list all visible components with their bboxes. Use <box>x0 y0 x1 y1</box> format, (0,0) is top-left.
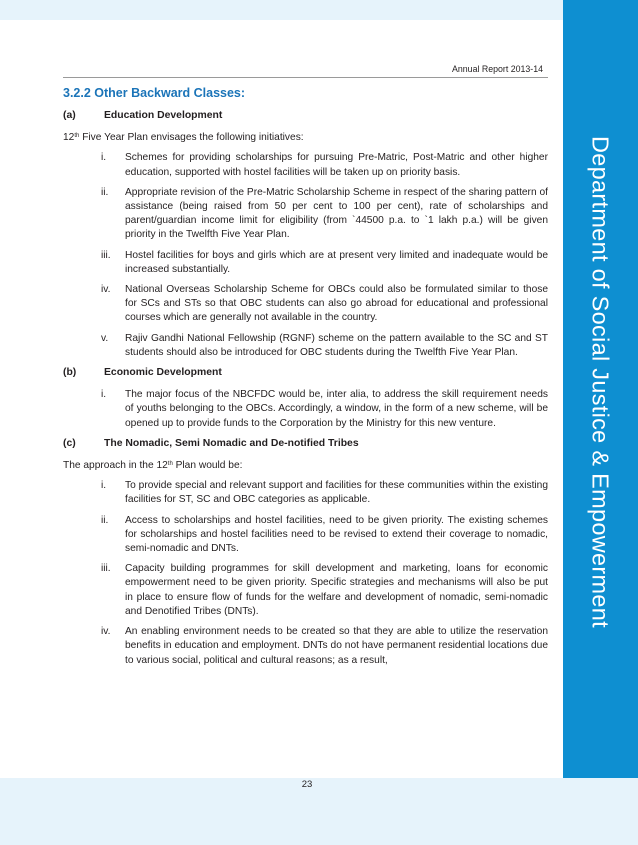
item-number: iii. <box>101 249 111 261</box>
intro-superscript: th <box>74 133 80 140</box>
item-text: Appropriate revision of the Pre-Matric Scholarship Scheme in respect of the sharing pattern of assistance (being raised from 50 per cent to 100 per cent), rate of scholarships and parent/guardian income limit for eligibility (from `44500 p.a. to `1 lakh p.a.) will be given priority in the Twelfth Five Year Plan. <box>125 186 548 241</box>
page-content <box>63 85 548 674</box>
department-title: Department of Social Justice & Empowerment <box>587 136 614 628</box>
list-item <box>101 332 548 360</box>
intro-paragraph-c <box>63 459 548 473</box>
section-title: 3.2.2 Other Backward Classes: <box>63 86 246 100</box>
page-number: 23 <box>301 779 313 790</box>
intro-prefix: 12 <box>63 132 75 144</box>
item-number: iv. <box>101 284 111 296</box>
item-text: An enabling environment needs to be created so that they are able to utilize the reservation benefits in education and employment. DNTs do not have permanent residential locations due to various social, political and cultural reasons; as a result, <box>125 626 548 666</box>
item-number: v. <box>101 332 109 344</box>
item-number: ii. <box>101 514 109 526</box>
list-a <box>63 151 548 360</box>
subsection-letter: (a) <box>63 110 76 121</box>
subsection-title: Economic Development <box>104 367 222 379</box>
intro-rest: Plan would be: <box>172 460 243 472</box>
intro-superscript: th <box>167 461 173 468</box>
item-text: National Overseas Scholarship Scheme for OBCs could also be formulated similar to those for SCs and STs so that OBC students can also go abroad for educational and professional courses which are generally not available in the country. <box>125 284 548 324</box>
list-item <box>101 625 548 668</box>
subsection-title: The Nomadic, Semi Nomadic and De-notified Tribes <box>104 437 359 449</box>
subsection-letter: (c) <box>63 437 76 449</box>
list-item <box>101 514 548 557</box>
subsection-heading-b <box>63 366 548 380</box>
item-text: Capacity building programmes for skill development and marketing, loans for economic empowerment need to be given priority. Specific strategies and mechanisms will also be put in place to ensure flow of funds for the welfare and development of nomadic, semi-nomadic and Denotified Tribes (DNTs). <box>125 563 548 617</box>
header-rule <box>63 77 548 78</box>
list-b <box>63 388 548 431</box>
list-item <box>101 388 548 431</box>
list-item <box>101 562 548 619</box>
top-band <box>0 0 638 20</box>
report-label: Annual Report 2013-14 <box>452 64 543 74</box>
item-text: Hostel facilities for boys and girls which are at present very limited and inadequate would be increased substantially. <box>125 249 548 275</box>
list-item <box>101 151 548 179</box>
list-item <box>101 479 548 507</box>
intro-prefix: The approach in the 12 <box>63 460 168 472</box>
list-item <box>101 283 548 326</box>
item-number: i. <box>101 152 107 164</box>
subsection-title: Education Development <box>104 110 223 121</box>
item-number: i. <box>101 389 107 401</box>
list-item <box>101 249 548 277</box>
item-number: i. <box>101 480 107 492</box>
subsection-heading-a <box>63 109 548 123</box>
item-number: ii. <box>101 186 109 198</box>
subsection-letter: (b) <box>63 367 77 379</box>
item-text: Rajiv Gandhi National Fellowship (RGNF) scheme on the pattern available to the SC and ST students should also be introduced for OBC students during the Twelfth Five Year Plan. <box>125 332 548 358</box>
item-text: Access to scholarships and hostel facilities, need to be given priority. The existing schemes for scholarships and hostel facilities need to be revised to extend their coverage to nomadic, semi-nomadic and DNTs. <box>125 514 548 555</box>
intro-rest: Five Year Plan envisages the following initiatives: <box>79 132 304 144</box>
list-item <box>101 186 548 243</box>
item-number: iv. <box>101 626 111 638</box>
item-number: iii. <box>101 563 111 575</box>
item-text: The major focus of the NBCFDC would be, inter alia, to address the skill requirement needs of youths belonging to the OBCs. Accordingly, a window, in the form of a new scheme, will be opened up to provide funds to the Corporation by the Ministry for this new venture. <box>125 389 548 429</box>
item-text: Schemes for providing scholarships for pursuing Pre-Matric, Post-Matric and other higher education, supported with hostel facilities will be taken up on priority basis. <box>125 152 548 178</box>
item-text: To provide special and relevant support and facilities for these communities within the existing facilities for ST, SC and OBC categories as applicable. <box>125 480 548 506</box>
subsection-heading-c <box>63 437 548 451</box>
intro-paragraph-a <box>63 131 548 145</box>
list-c <box>63 479 548 667</box>
